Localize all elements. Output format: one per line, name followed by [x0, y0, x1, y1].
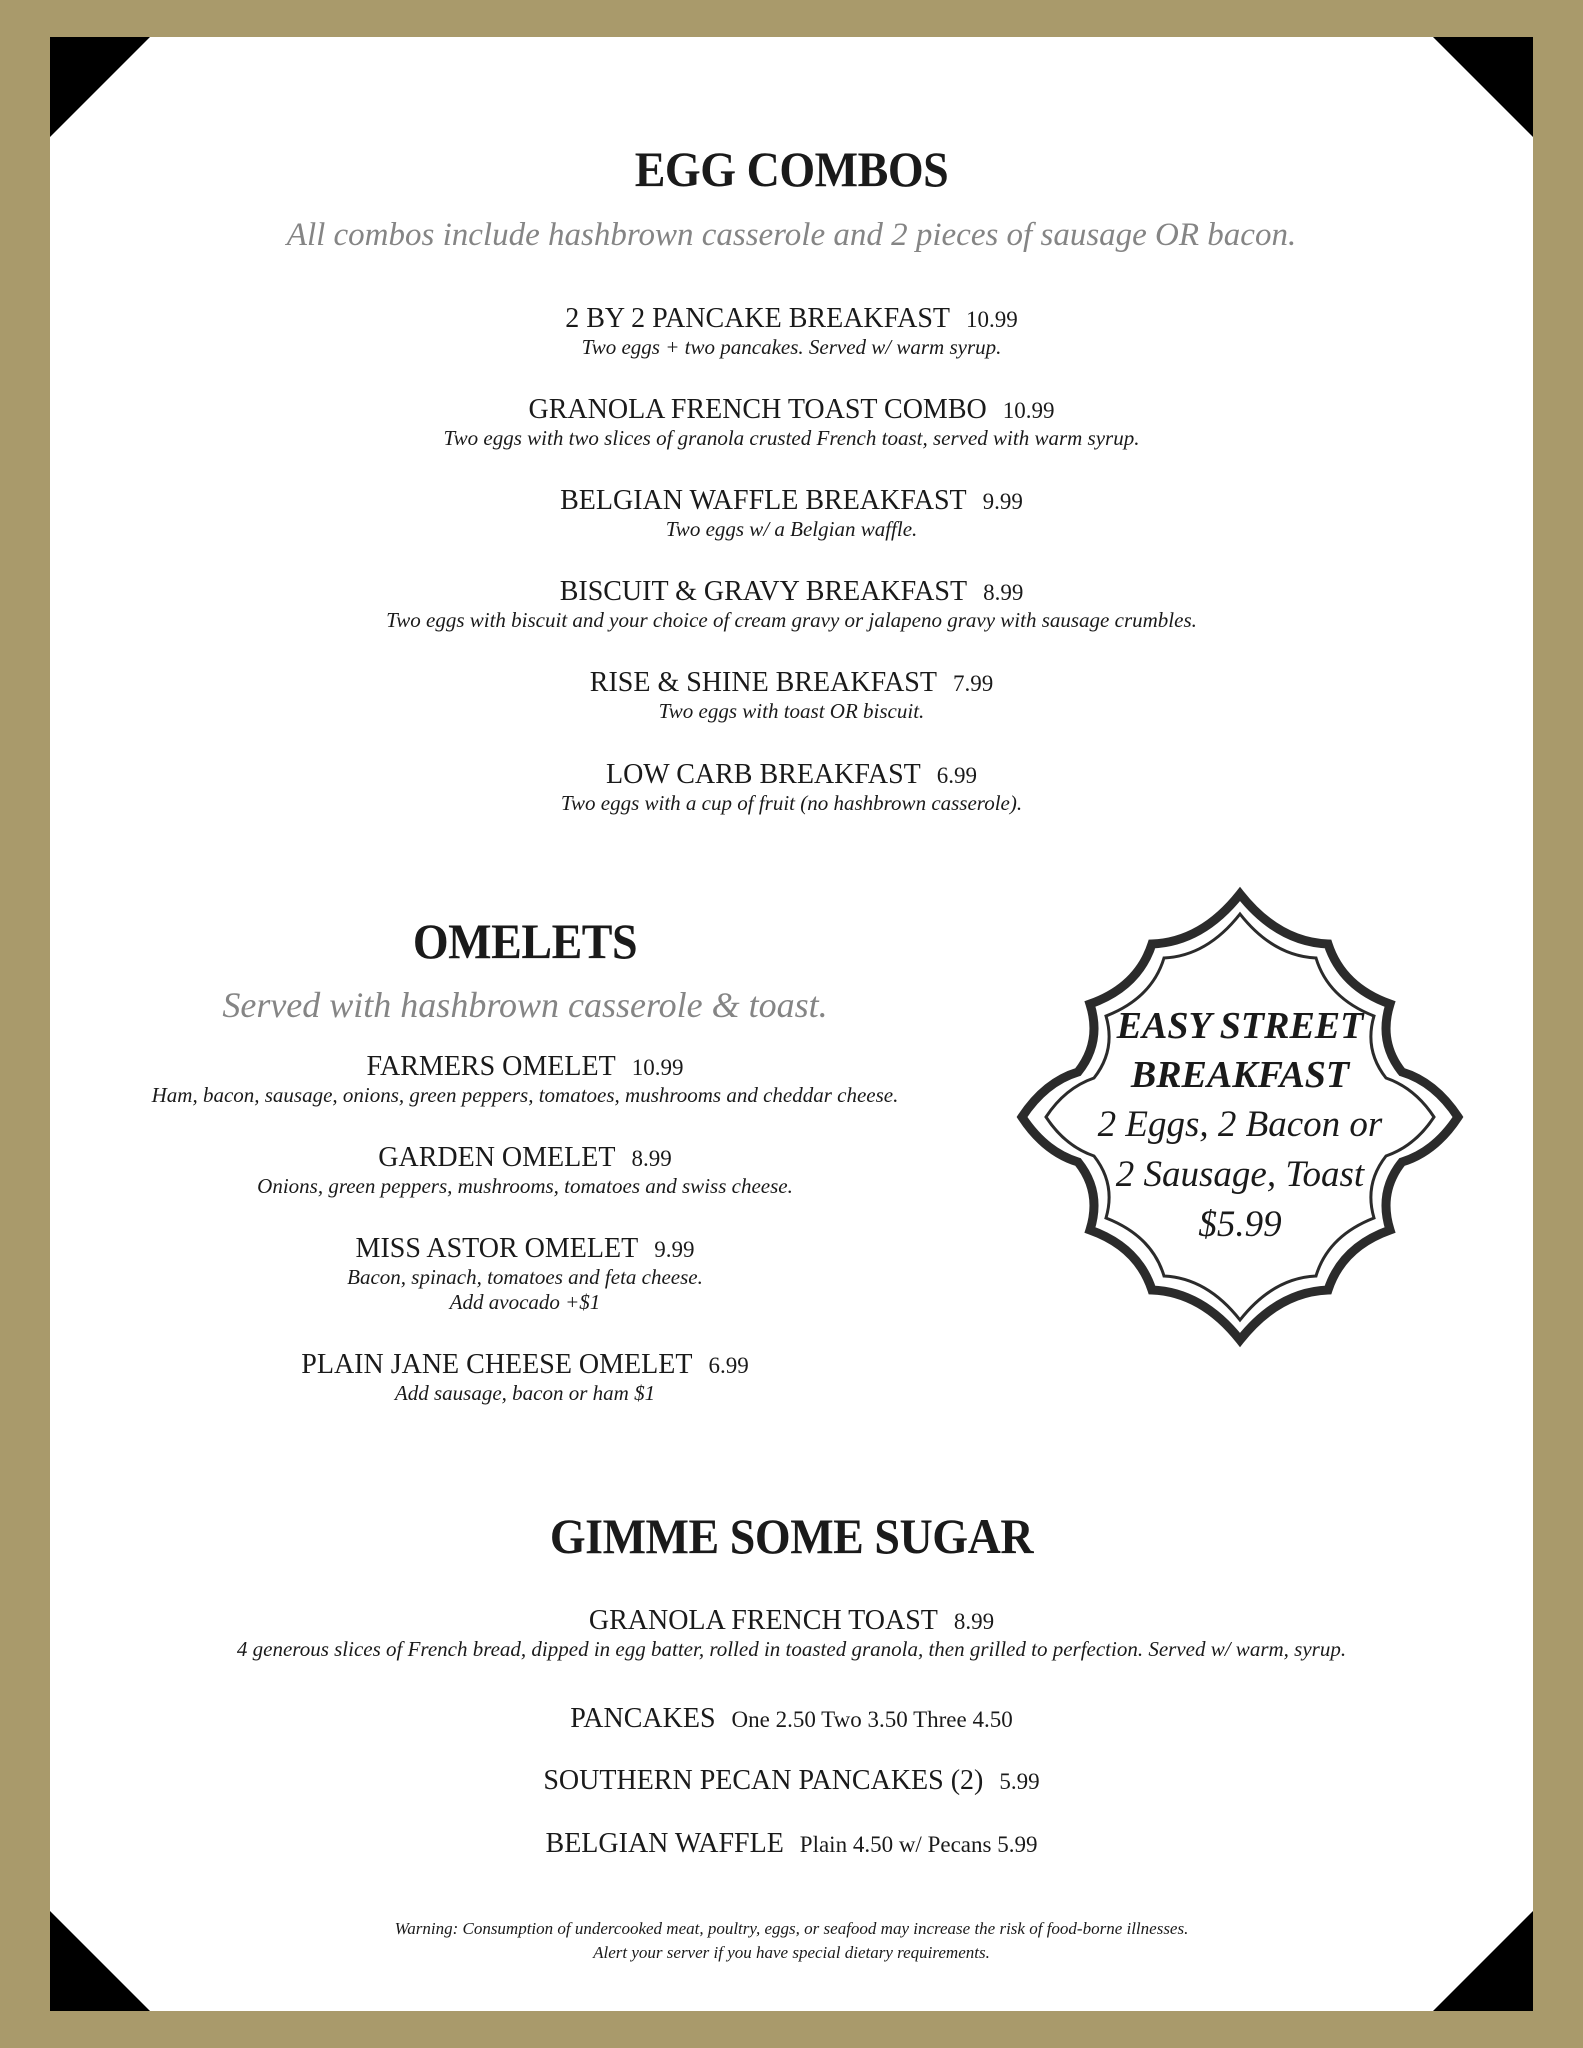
- item-name: FARMERS OMELET: [366, 1051, 616, 1082]
- menu-page: [50, 37, 1533, 2011]
- menu-item: [50, 1828, 1533, 1860]
- menu-item: [50, 576, 1533, 633]
- menu-item: [50, 1605, 1533, 1662]
- menu-item: [50, 1142, 1000, 1199]
- item-price: 9.99: [654, 1237, 695, 1262]
- special-title-line2: BREAKFAST: [1130, 1054, 1350, 1096]
- egg-combos-subtitle: All combos include hashbrown casserole and 2 pieces of sausage OR bacon.: [286, 217, 1297, 253]
- item-price: 10.99: [631, 1055, 684, 1080]
- item-description: Bacon, spinach, tomatoes and feta cheese.: [347, 1265, 703, 1289]
- menu-item: [50, 1233, 1000, 1315]
- item-price: 8.99: [983, 580, 1024, 605]
- menu-item: [50, 1051, 1000, 1108]
- item-description: Two eggs with a cup of fruit (no hashbrown casserole).: [560, 791, 1023, 815]
- special-line1: 2 Eggs, 2 Bacon or: [1097, 1104, 1383, 1145]
- item-addon: Add avocado +$1: [449, 1290, 601, 1314]
- item-description: Two eggs with toast OR biscuit.: [658, 699, 925, 723]
- special-price: $5.99: [1198, 1204, 1282, 1245]
- menu-item: [50, 1765, 1533, 1797]
- menu-item: [50, 1703, 1533, 1735]
- special-text: [1010, 1002, 1470, 1250]
- item-price: 6.99: [936, 763, 978, 788]
- warning-line1: Warning: Consumption of undercooked meat, poultry, eggs, or seafood may increase the risk of food-borne illnesses.: [394, 1919, 1189, 1938]
- item-name: MISS ASTOR OMELET: [355, 1233, 639, 1264]
- item-name: GRANOLA FRENCH TOAST: [588, 1605, 938, 1636]
- item-description: Two eggs with two slices of granola crusted French toast, served with warm syrup.: [443, 426, 1140, 450]
- item-description: Two eggs w/ a Belgian waffle.: [665, 517, 918, 541]
- warning-line2: Alert your server if you have special dietary requirements.: [593, 1943, 990, 1962]
- menu-item: [50, 485, 1533, 542]
- item-name: 2 BY 2 PANCAKE BREAKFAST: [565, 303, 951, 334]
- item-name: BISCUIT & GRAVY BREAKFAST: [559, 576, 968, 607]
- gimme-some-sugar-title: GIMME SOME SUGAR: [549, 1508, 1034, 1564]
- menu-item: [50, 303, 1533, 360]
- easy-street-special-badge: [1010, 882, 1470, 1352]
- item-price: 9.99: [982, 489, 1023, 514]
- item-price: One 2.50 Two 3.50 Three 4.50: [731, 1707, 1013, 1732]
- menu-item: [50, 759, 1533, 816]
- item-name: PANCAKES: [570, 1703, 716, 1734]
- item-name: GARDEN OMELET: [378, 1142, 616, 1173]
- food-safety-warning: [50, 1917, 1533, 1965]
- item-description: 4 generous slices of French bread, dipped in egg batter, rolled in toasted granola, then grilled to perfection. Served w/ warm, syrup.: [236, 1637, 1347, 1661]
- item-price: 8.99: [631, 1146, 672, 1171]
- menu-item: [50, 1349, 1000, 1406]
- item-name: GRANOLA FRENCH TOAST COMBO: [528, 394, 987, 425]
- item-price: 6.99: [708, 1353, 749, 1378]
- item-price: 8.99: [953, 1609, 995, 1634]
- item-description: Two eggs with biscuit and your choice of cream gravy or jalapeno gravy with sausage crumbles.: [386, 608, 1197, 632]
- item-name: BELGIAN WAFFLE: [545, 1828, 784, 1859]
- item-description: Onions, green peppers, mushrooms, tomatoes and swiss cheese.: [257, 1174, 793, 1198]
- special-line2: 2 Sausage, Toast: [1115, 1154, 1365, 1195]
- item-name: SOUTHERN PECAN PANCAKES (2): [543, 1765, 984, 1796]
- item-description: Two eggs + two pancakes. Served w/ warm syrup.: [581, 335, 1002, 359]
- omelets-title: OMELETS: [412, 913, 638, 969]
- menu-item: [50, 667, 1533, 724]
- item-price: 5.99: [999, 1769, 1040, 1794]
- menu-item: [50, 394, 1533, 451]
- item-price: 10.99: [966, 307, 1018, 332]
- item-name: BELGIAN WAFFLE BREAKFAST: [560, 485, 967, 516]
- item-price: Plain 4.50 w/ Pecans 5.99: [799, 1832, 1038, 1857]
- item-name: LOW CARB BREAKFAST: [605, 759, 921, 790]
- item-name: RISE & SHINE BREAKFAST: [589, 667, 937, 698]
- corner-decoration-top-left: [50, 37, 150, 137]
- item-description: Add sausage, bacon or ham $1: [394, 1381, 656, 1405]
- corner-decoration-top-right: [1433, 37, 1533, 137]
- item-price: 7.99: [952, 671, 994, 696]
- omelets-subtitle: Served with hashbrown casserole & toast.: [222, 985, 828, 1025]
- item-name: PLAIN JANE CHEESE OMELET: [301, 1349, 693, 1380]
- egg-combos-title: EGG COMBOS: [634, 141, 949, 197]
- item-description: Ham, bacon, sausage, onions, green peppers, tomatoes, mushrooms and cheddar cheese.: [151, 1083, 899, 1107]
- item-price: 10.99: [1002, 398, 1055, 423]
- special-title-line1: EASY STREET: [1116, 1005, 1364, 1047]
